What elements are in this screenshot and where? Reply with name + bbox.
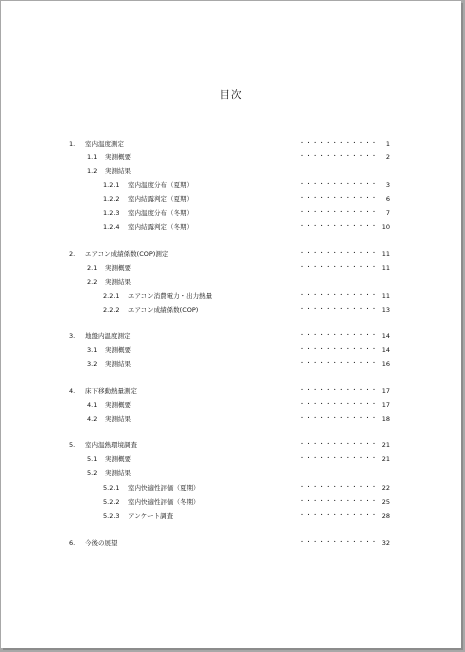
- toc-leader-dots: ・・・・・・・・・・・・: [299, 264, 378, 271]
- toc-leader-dots: ・・・・・・・・・・・・: [299, 387, 378, 394]
- toc-entry: [1, 193, 461, 205]
- toc-entry-label: エアコン成績係数(COP): [128, 306, 199, 314]
- toc-page-number: 17: [381, 387, 390, 395]
- toc-page-number: 13: [381, 306, 390, 314]
- toc-leader-dots: ・・・・・・・・・・・・: [299, 415, 378, 422]
- toc-entry-number: 5.2.2: [103, 498, 120, 506]
- toc-entry-number: 1.2.3: [103, 209, 120, 217]
- toc-entry-label: 室内結露判定（冬期）: [128, 223, 193, 231]
- toc-leader-dots: ・・・・・・・・・・・・: [299, 498, 378, 505]
- toc-page-number: 14: [381, 346, 390, 354]
- toc-entry-number: 1.2.2: [103, 195, 120, 203]
- document-page: [1, 1, 461, 648]
- toc-entry-number: 6.: [69, 539, 76, 547]
- toc-entry-label: 実測結果: [105, 469, 131, 477]
- toc-entry-label: 室内温度分布（夏期）: [128, 181, 193, 189]
- toc-entry-label: 床下移動熱量測定: [85, 387, 137, 395]
- toc-entry-label: 実測概要: [105, 401, 131, 409]
- toc-entry: [1, 344, 461, 356]
- toc-leader-dots: ・・・・・・・・・・・・: [299, 181, 378, 188]
- toc-page-number: 22: [381, 484, 390, 492]
- toc-entry-number: 1.1: [87, 153, 98, 161]
- toc-title: 目次: [219, 89, 243, 101]
- toc-leader-dots: ・・・・・・・・・・・・: [299, 306, 378, 313]
- toc-page-number: 11: [381, 264, 390, 272]
- toc-entry: [1, 290, 461, 302]
- toc-page-number: 11: [381, 250, 390, 258]
- toc-entry: [1, 304, 461, 316]
- toc-entry: [1, 138, 461, 150]
- toc-entry: [1, 496, 461, 508]
- toc-leader-dots: ・・・・・・・・・・・・: [299, 153, 378, 160]
- toc-leader-dots: ・・・・・・・・・・・・: [299, 455, 378, 462]
- toc-page-number: 28: [381, 512, 390, 520]
- toc-entry: [1, 358, 461, 370]
- toc-entry: [1, 453, 461, 465]
- toc-entry-label: 室内快適性評価（冬期）: [128, 498, 200, 506]
- toc-leader-dots: ・・・・・・・・・・・・: [299, 209, 378, 216]
- toc-leader-dots: ・・・・・・・・・・・・: [299, 195, 378, 202]
- toc-page-number: 10: [381, 223, 390, 231]
- toc-leader-dots: ・・・・・・・・・・・・: [299, 332, 378, 339]
- toc-page-number: 2: [385, 153, 390, 161]
- toc-entry-label: 実測結果: [105, 278, 131, 286]
- toc-entry-number: 3.1: [87, 346, 98, 354]
- toc-entry-label: 地盤内温度測定: [85, 332, 131, 340]
- toc-entry-number: 5.1: [87, 455, 98, 463]
- toc-leader-dots: ・・・・・・・・・・・・: [299, 250, 378, 257]
- toc-entry: [1, 262, 461, 274]
- toc-leader-dots: ・・・・・・・・・・・・: [299, 441, 378, 448]
- toc-entry-number: 5.2: [87, 469, 98, 477]
- toc-entry: [1, 439, 461, 451]
- toc-entry: [1, 385, 461, 397]
- toc-entry-label: 実測結果: [105, 167, 131, 175]
- toc-entry-label: エアコン成績係数(COP)測定: [85, 250, 169, 258]
- toc-entry: [1, 207, 461, 219]
- toc-leader-dots: ・・・・・・・・・・・・: [299, 346, 378, 353]
- toc-page-number: 16: [381, 360, 390, 368]
- toc-entry-number: 2.2.2: [103, 306, 120, 314]
- toc-entry-label: 今後の展望: [85, 539, 118, 547]
- toc-entry: [1, 537, 461, 549]
- toc-page-number: 21: [381, 455, 390, 463]
- toc-entry-number: 5.2.1: [103, 484, 120, 492]
- toc-entry-label: 実測概要: [105, 346, 131, 354]
- toc-page-number: 7: [385, 209, 390, 217]
- toc-page-number: 32: [381, 539, 390, 547]
- toc-entry: [1, 248, 461, 260]
- toc-page-number: 17: [381, 401, 390, 409]
- toc-entry-label: アンケート調査: [128, 512, 174, 520]
- toc-entry: [1, 330, 461, 342]
- toc-entry-number: 2.: [69, 250, 76, 258]
- toc-page-number: 11: [381, 292, 390, 300]
- toc-entry: [1, 276, 461, 288]
- toc-entry-number: 1.2.4: [103, 223, 120, 231]
- toc-leader-dots: ・・・・・・・・・・・・: [299, 292, 378, 299]
- toc-page-number: 3: [385, 181, 390, 189]
- toc-page-number: 6: [385, 195, 390, 203]
- toc-leader-dots: ・・・・・・・・・・・・: [299, 360, 378, 367]
- toc-leader-dots: ・・・・・・・・・・・・: [299, 401, 378, 408]
- toc-entry-label: 室内温度分布（冬期）: [128, 209, 193, 217]
- toc-entry: [1, 413, 461, 425]
- toc-entry-number: 1.: [69, 140, 76, 148]
- toc-entry-number: 4.: [69, 387, 76, 395]
- toc-entry: [1, 510, 461, 522]
- toc-entry-number: 4.1: [87, 401, 98, 409]
- toc-entry-number: 3.: [69, 332, 76, 340]
- toc-entry-number: 2.2: [87, 278, 98, 286]
- toc-entry-label: 実測概要: [105, 153, 131, 161]
- toc-entry-number: 3.2: [87, 360, 98, 368]
- toc-leader-dots: ・・・・・・・・・・・・: [299, 539, 378, 546]
- toc-page-number: 14: [381, 332, 390, 340]
- toc-entry-label: 実測結果: [105, 360, 131, 368]
- toc-entry-label: 室内温熱環境調査: [85, 441, 137, 449]
- toc-entry-label: 室内結露判定（夏期）: [128, 195, 193, 203]
- toc-entry-number: 5.: [69, 441, 76, 449]
- toc-entry-label: 室内温度測定: [85, 140, 124, 148]
- toc-leader-dots: ・・・・・・・・・・・・: [299, 140, 378, 147]
- toc-entry-label: エアコン消費電力・出力熱量: [128, 292, 213, 300]
- toc-entry-number: 2.1: [87, 264, 98, 272]
- toc-entry: [1, 179, 461, 191]
- toc-entry-number: 1.2.1: [103, 181, 120, 189]
- toc-entry-label: 実測概要: [105, 455, 131, 463]
- toc-leader-dots: ・・・・・・・・・・・・: [299, 223, 378, 230]
- toc-entry: [1, 165, 461, 177]
- toc-entry-label: 室内快適性評価（夏期）: [128, 484, 200, 492]
- toc-page-number: 18: [381, 415, 390, 423]
- toc-entry-number: 4.2: [87, 415, 98, 423]
- toc-entry: [1, 467, 461, 479]
- toc-page-number: 1: [385, 140, 390, 148]
- toc-entry: [1, 399, 461, 411]
- toc-page-number: 25: [381, 498, 390, 506]
- toc-leader-dots: ・・・・・・・・・・・・: [299, 512, 378, 519]
- toc-entry-number: 5.2.3: [103, 512, 120, 520]
- toc-leader-dots: ・・・・・・・・・・・・: [299, 484, 378, 491]
- toc-entry-number: 2.2.1: [103, 292, 120, 300]
- toc-entry-number: 1.2: [87, 167, 98, 175]
- toc-entry: [1, 482, 461, 494]
- toc-entry: [1, 151, 461, 163]
- toc-entry: [1, 221, 461, 233]
- toc-page-number: 21: [381, 441, 390, 449]
- toc-entry-label: 実測結果: [105, 415, 131, 423]
- toc-entry-label: 実測概要: [105, 264, 131, 272]
